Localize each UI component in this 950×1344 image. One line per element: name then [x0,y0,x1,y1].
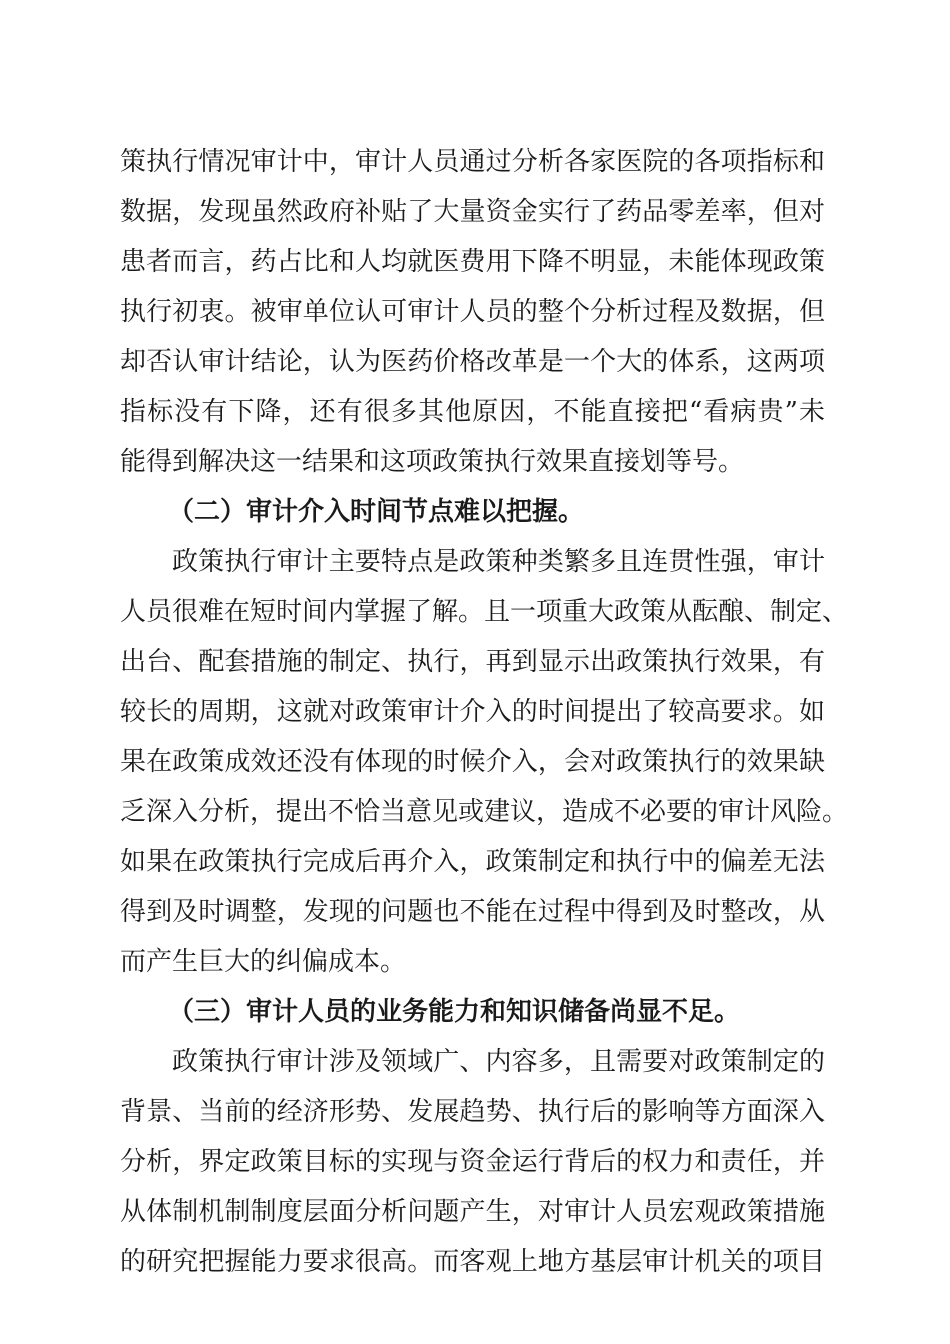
text-line: 能得到解决这一结果和这项政策执行效果直接划等号。 [120,447,745,477]
document-body [120,137,849,1287]
text-line: 从体制机制制度层面分析问题产生，对审计人员宏观政策措施 [120,1197,825,1227]
paragraph-capability [120,1037,825,1287]
paragraph-continued [120,137,825,487]
text-line: 政策执行审计主要特点是政策种类繁多且连贯性强，审计 [172,547,825,577]
text-line: 出台、配套措施的制定、执行，再到显示出政策执行效果，有 [120,647,825,677]
paragraph-timing [120,537,849,987]
section-heading-2: （二）审计介入时间节点难以把握。 [168,497,585,527]
text-line: 的研究把握能力要求很高。而客观上地方基层审计机关的项目 [120,1247,825,1277]
text-line: 果在政策成效还没有体现的时候介入，会对政策执行的效果缺 [120,747,825,777]
text-line: 却否认审计结论，认为医药价格改革是一个大的体系，这两项 [120,347,825,377]
text-line: 人员很难在短时间内掌握了解。且一项重大政策从酝酿、制定、 [120,597,849,627]
text-line: 而产生巨大的纠偏成本。 [120,947,407,977]
text-line: 策执行情况审计中，审计人员通过分析各家医院的各项指标和 [120,147,825,177]
text-line: 得到及时调整，发现的问题也不能在过程中得到及时整改，从 [120,897,825,927]
text-line: 分析，界定政策目标的实现与资金运行背后的权力和责任，并 [120,1147,825,1177]
text-line: 执行初衷。被审单位认可审计人员的整个分析过程及数据，但 [120,297,825,327]
text-line: 乏深入分析，提出不恰当意见或建议，造成不必要的审计风险。 [120,797,849,827]
section-heading-3: （三）审计人员的业务能力和知识储备尚显不足。 [168,997,741,1027]
text-line: 背景、当前的经济形势、发展趋势、执行后的影响等方面深入 [120,1097,825,1127]
text-line: 较长的周期，这就对政策审计介入的时间提出了较高要求。如 [120,697,825,727]
text-line: 指标没有下降，还有很多其他原因，不能直接把“看病贵”未 [120,397,825,427]
text-line: 数据，发现虽然政府补贴了大量资金实行了药品零差率，但对 [120,197,825,227]
text-line: 如果在政策执行完成后再介入，政策制定和执行中的偏差无法 [120,847,825,877]
text-line: 患者而言，药占比和人均就医费用下降不明显，未能体现政策 [120,247,825,277]
text-line: 政策执行审计涉及领域广、内容多，且需要对政策制定的 [172,1047,825,1077]
